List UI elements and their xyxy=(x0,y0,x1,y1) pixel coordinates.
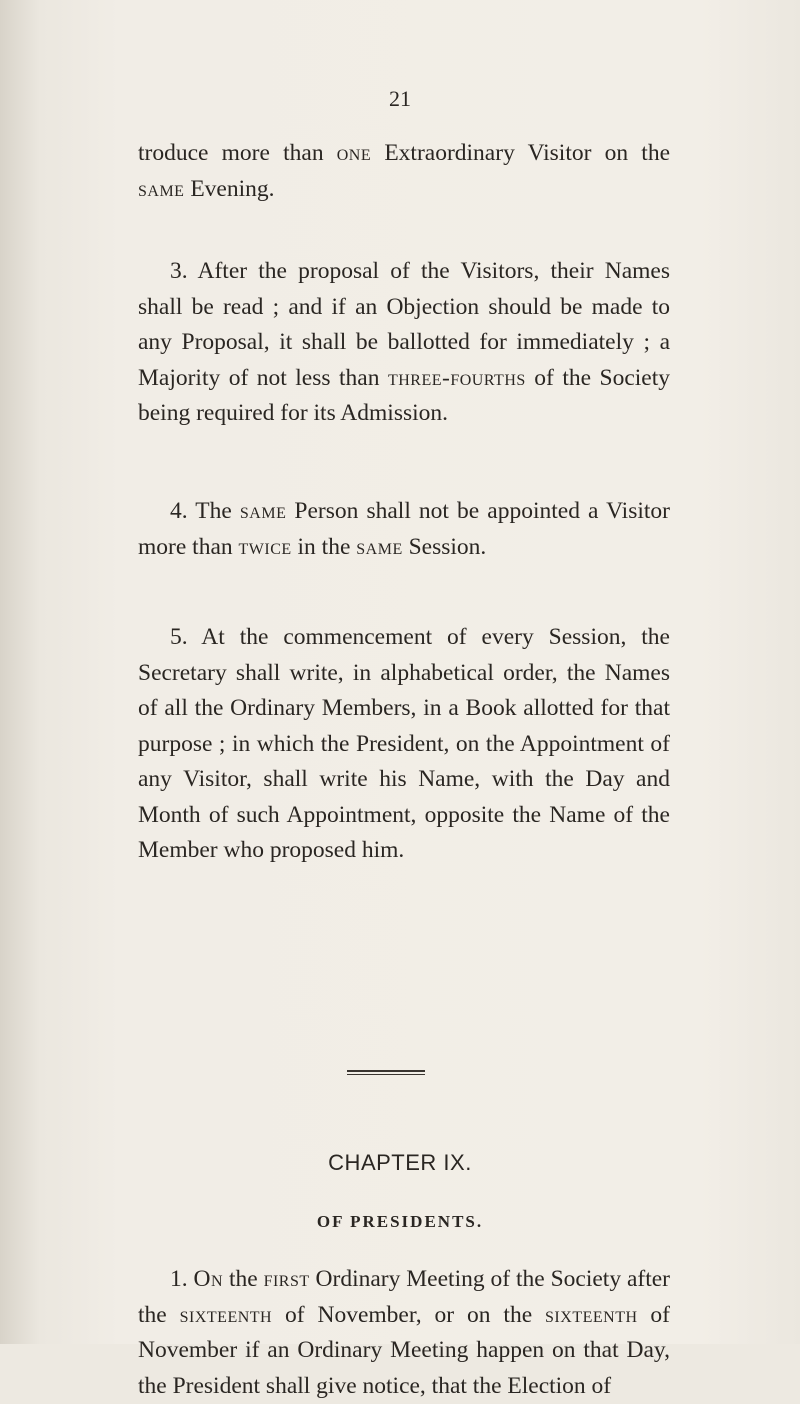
small-caps-run: On xyxy=(193,1266,224,1292)
page-number: 21 xyxy=(389,86,411,111)
small-caps-run: sixteenth xyxy=(179,1301,273,1328)
section-heading: OF PRESIDENTS. xyxy=(316,1212,484,1231)
rule-paragraph-5 xyxy=(138,620,670,869)
text-run: Extraordinary Visitor on the xyxy=(371,140,670,166)
chapter-heading: CHAPTER IX. xyxy=(328,1150,472,1175)
rule-paragraph-3 xyxy=(138,254,670,432)
section-divider xyxy=(347,1070,425,1075)
text-run: 1. xyxy=(170,1266,194,1292)
small-caps-run: twice xyxy=(238,533,292,560)
text-run: 3. After the proposal of the Visitors, their Names shall be read ; and if an Objection should be made to any Proposal, it shall be ballotted for immediately ; a Majority of not less than xyxy=(138,258,670,391)
chapter-9-paragraph-1 xyxy=(138,1262,670,1404)
small-caps-run: same xyxy=(356,533,403,560)
small-caps-run: same xyxy=(138,175,185,202)
text-run: Session. xyxy=(402,533,487,560)
text-run: 4. The xyxy=(170,498,240,524)
rule-paragraph-4 xyxy=(138,494,670,565)
small-caps-run: sixteenth xyxy=(545,1301,638,1328)
small-caps-run: same xyxy=(239,498,287,524)
text-run: 5. At the commencement of every Session, the Secretary shall write, in alphabetical order, the Names of all the Ordinary Members, in a Book allotted for that purpose ; in which the President, on the Appointment of any Visitor, shall write his Name, with the Day and Month of such Appointment, opposite the Name of the Member who proposed him. xyxy=(138,624,670,863)
small-caps-run: first xyxy=(263,1266,310,1292)
paragraph-continuation xyxy=(138,136,670,207)
text-run: troduce more than xyxy=(138,140,337,166)
text-run: Evening. xyxy=(184,175,275,202)
text-run: of the Society being required for its Admission. xyxy=(138,364,670,426)
text-run: in the xyxy=(291,533,357,560)
text-run: Ordinary Meeting of the Society after the xyxy=(138,1266,671,1328)
small-caps-run: one xyxy=(336,140,372,166)
small-caps-run: three-fourths xyxy=(387,364,526,391)
text-run: the xyxy=(223,1266,264,1292)
text-run: of November if an Ordinary Meeting happen on that Day, the President shall give notice, that the Election of xyxy=(138,1301,670,1399)
text-run: of November, or on the xyxy=(272,1301,546,1328)
text-run: Person shall not be appointed a Visitor more than xyxy=(138,498,670,560)
